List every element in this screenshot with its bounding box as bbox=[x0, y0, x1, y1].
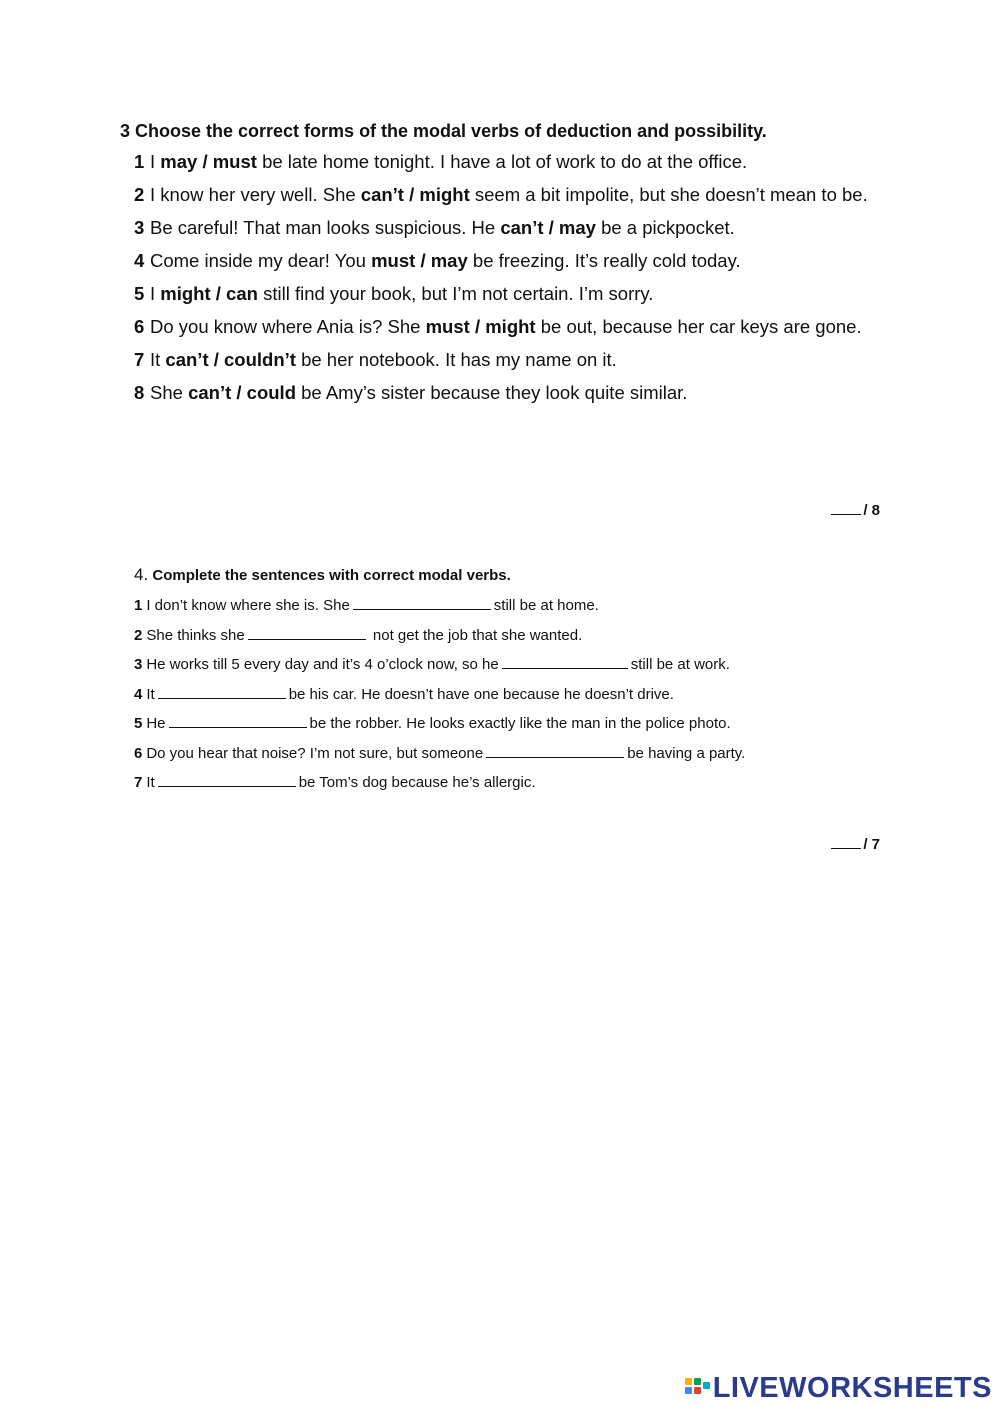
exercise-3-item bbox=[120, 348, 900, 372]
item-number: 6 bbox=[134, 316, 145, 337]
modal-choice[interactable]: might / can bbox=[160, 283, 258, 304]
item-text-before: I don’t know where she is. She bbox=[146, 597, 350, 614]
liveworksheets-logo bbox=[685, 1372, 992, 1405]
item-text-after: still find your book, but I’m not certain. I’m sorry. bbox=[257, 283, 654, 304]
exercise-3 bbox=[120, 118, 900, 414]
item-text-before: She thinks she bbox=[146, 626, 245, 644]
exercise-3-item bbox=[120, 150, 900, 174]
score-total: / 8 bbox=[863, 502, 880, 519]
item-number: 7 bbox=[134, 774, 143, 791]
item-number: 1 bbox=[134, 151, 145, 172]
item-number: 5 bbox=[134, 283, 145, 304]
exercise-4-item bbox=[134, 684, 834, 706]
modal-choice[interactable]: can’t / couldn’t bbox=[165, 349, 296, 370]
exercise-3-score bbox=[831, 500, 880, 519]
item-text-after: be freezing. It’s really cold today. bbox=[467, 250, 741, 271]
exercise-4-item bbox=[134, 625, 834, 647]
answer-blank[interactable] bbox=[486, 743, 624, 758]
item-text-before: I bbox=[150, 283, 161, 304]
exercise-4-number: 4. bbox=[134, 565, 149, 584]
item-text-before: Do you hear that noise? I’m not sure, but someone bbox=[146, 744, 484, 762]
item-number: 3 bbox=[134, 656, 143, 673]
item-text-before: He works till 5 every day and it’s 4 o’clock now, so he bbox=[146, 656, 499, 673]
answer-blank[interactable] bbox=[169, 713, 307, 728]
item-text-before: It bbox=[146, 685, 155, 703]
item-text-after: be Amy’s sister because they look quite similar. bbox=[296, 382, 688, 403]
exercise-4-item bbox=[134, 772, 834, 794]
modal-choice[interactable]: may / must bbox=[160, 151, 257, 172]
exercise-3-item bbox=[120, 216, 900, 240]
exercise-4-item bbox=[134, 713, 834, 735]
item-number: 4 bbox=[134, 250, 145, 271]
item-text-after: be late home tonight. I have a lot of work to do at the office. bbox=[256, 151, 748, 172]
score-total: / 7 bbox=[863, 836, 880, 853]
item-text-before: I bbox=[150, 151, 161, 172]
item-number: 2 bbox=[134, 626, 143, 644]
answer-blank[interactable] bbox=[502, 654, 628, 669]
item-number: 6 bbox=[134, 744, 143, 762]
exercise-4-item bbox=[134, 595, 834, 617]
item-text-before: Do you know where Ania is? She bbox=[150, 316, 426, 337]
modal-choice[interactable]: must / might bbox=[425, 316, 536, 337]
item-number: 8 bbox=[134, 382, 145, 403]
exercise-3-item bbox=[120, 249, 900, 273]
item-number: 3 bbox=[134, 217, 145, 238]
item-number: 2 bbox=[134, 184, 145, 205]
exercise-3-item bbox=[120, 381, 900, 405]
score-blank[interactable] bbox=[831, 834, 861, 849]
item-text-after: still be at home. bbox=[493, 597, 599, 614]
item-text-after: be his car. He doesn’t have one because he doesn’t drive. bbox=[288, 685, 674, 703]
exercise-4-score bbox=[831, 834, 880, 853]
answer-blank[interactable] bbox=[248, 625, 366, 640]
item-text-before: Be careful! That man looks suspicious. He bbox=[150, 217, 501, 238]
exercise-4-item bbox=[134, 654, 834, 676]
item-text-after: not get the job that she wanted. bbox=[368, 626, 583, 644]
exercise-4-heading: Complete the sentences with correct modal verbs. bbox=[152, 567, 511, 584]
item-number: 4 bbox=[134, 685, 143, 703]
answer-blank[interactable] bbox=[158, 772, 296, 787]
item-number: 1 bbox=[134, 597, 143, 614]
item-text-after: seem a bit impolite, but she doesn’t mean to be. bbox=[469, 184, 868, 205]
modal-choice[interactable]: can’t / might bbox=[360, 184, 470, 205]
item-text-before: It bbox=[150, 349, 166, 370]
item-text-after: be out, because her car keys are gone. bbox=[535, 316, 862, 337]
modal-choice[interactable]: can’t / could bbox=[188, 382, 296, 403]
item-text-after: still be at work. bbox=[630, 656, 730, 673]
item-number: 5 bbox=[134, 715, 143, 732]
item-text-after: be having a party. bbox=[627, 744, 746, 762]
item-text-before: It bbox=[146, 774, 155, 791]
item-text-after: be the robber. He looks exactly like the man in the police photo. bbox=[309, 715, 731, 732]
exercise-4-title bbox=[134, 564, 834, 587]
item-text-after: be her notebook. It has my name on it. bbox=[295, 349, 617, 370]
exercise-3-item bbox=[120, 315, 900, 339]
exercise-3-item bbox=[120, 183, 900, 207]
item-text-before: She bbox=[150, 382, 189, 403]
exercise-3-item bbox=[120, 282, 900, 306]
answer-blank[interactable] bbox=[353, 595, 491, 610]
item-text-before: Come inside my dear! You bbox=[150, 250, 372, 271]
score-blank[interactable] bbox=[831, 500, 861, 515]
item-text-after: be Tom’s dog because he’s allergic. bbox=[298, 774, 536, 791]
item-text-after: be a pickpocket. bbox=[595, 217, 735, 238]
modal-choice[interactable]: can’t / may bbox=[500, 217, 596, 238]
item-text-before: I know her very well. She bbox=[150, 184, 361, 205]
modal-choice[interactable]: must / may bbox=[371, 250, 468, 271]
liveworksheets-icon bbox=[685, 1378, 711, 1400]
item-text-before: He bbox=[146, 715, 166, 732]
liveworksheets-wordmark: LIVEWORKSHEETS bbox=[712, 1372, 992, 1404]
exercise-3-title: 3 Choose the correct forms of the modal verbs of deduction and possibility. bbox=[120, 121, 767, 141]
answer-blank[interactable] bbox=[158, 684, 286, 699]
exercise-4 bbox=[134, 564, 834, 802]
exercise-4-item bbox=[134, 743, 834, 765]
item-number: 7 bbox=[134, 349, 145, 370]
